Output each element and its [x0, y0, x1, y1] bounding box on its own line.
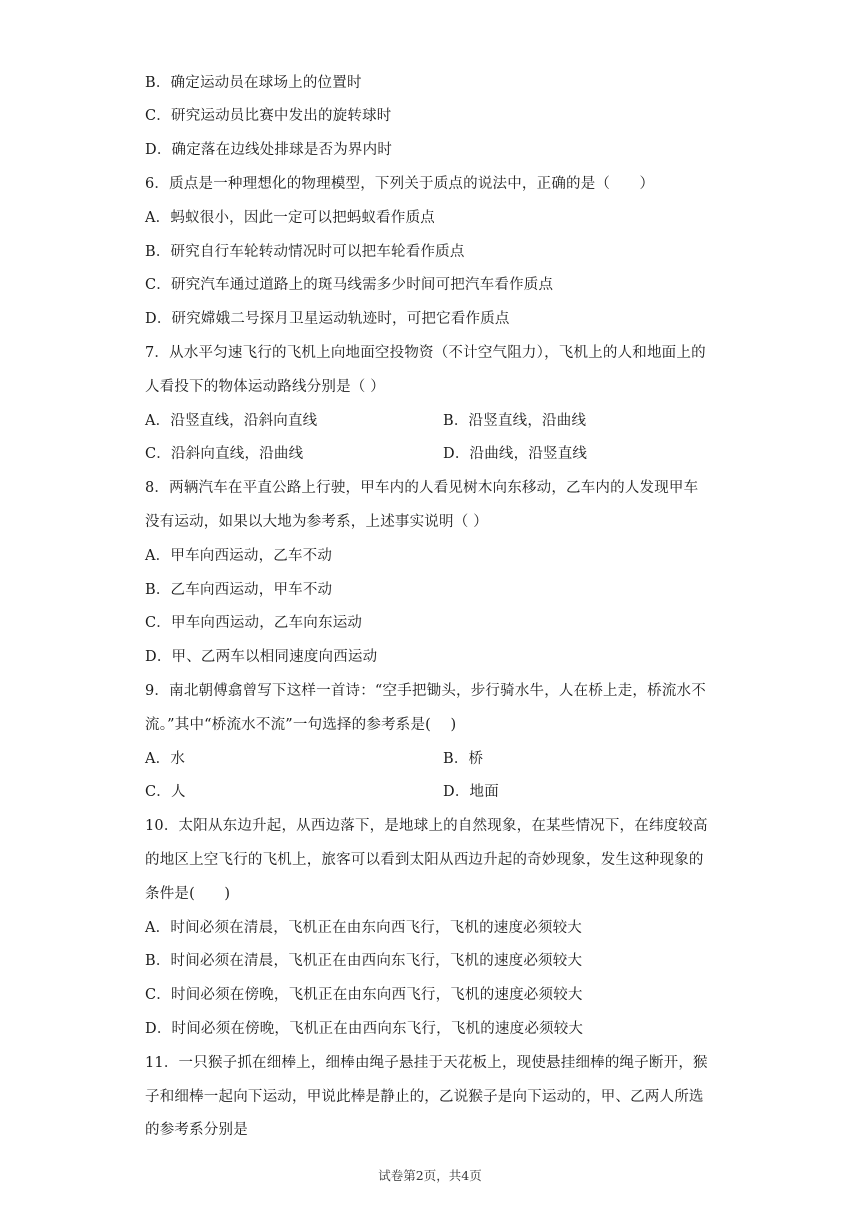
q10-option-d: D．时间必须在傍晚，飞机正在由西向东飞行，飞机的速度必须较大 — [145, 1021, 584, 1037]
q10-option-a: A．时间必须在清晨，飞机正在由东向西飞行，飞机的速度必须较大 — [145, 920, 582, 936]
question-9-stem-line2: 流。”其中“桥流水不流”一句选择的参考系是( ) — [145, 717, 457, 733]
question-8-stem-line2: 没有运动，如果以大地为参考系，上述事实说明（ ） — [145, 514, 488, 530]
question-9-stem-line1: 9．南北朝傅翕曾写下这样一首诗：“空手把锄头，步行骑水牛，人在桥上走，桥流水不 — [145, 683, 706, 699]
question-6-stem: 6．质点是一种理想化的物理模型，下列关于质点的说法中，正确的是（ ） — [145, 176, 655, 192]
q8-option-b: B．乙车向西运动，甲车不动 — [145, 582, 333, 598]
q10-option-b: B．时间必须在清晨，飞机正在由西向东飞行，飞机的速度必须较大 — [145, 953, 583, 969]
q6-option-b: B．研究自行车轮转动情况时可以把车轮看作质点 — [145, 244, 465, 260]
question-11-stem-line1: 11．一只猴子抓在细棒上，细棒由绳子悬挂于天花板上，现使悬挂细棒的绳子断开，猴 — [145, 1055, 708, 1071]
question-7-stem-line2: 人看投下的物体运动路线分别是（ ） — [145, 379, 386, 395]
question-11-stem-line3: 的参考系分别是 — [145, 1122, 248, 1138]
question-10-stem-line2: 的地区上空飞行的飞机上，旅客可以看到太阳从西边升起的奇妙现象，发生这种现象的 — [145, 852, 704, 868]
q9-option-a: A．水 — [145, 751, 186, 767]
q9-option-b: B．桥 — [443, 751, 484, 767]
option-c: C．研究运动员比赛中发出的旋转球时 — [145, 108, 392, 124]
q9-option-d: D．地面 — [443, 784, 499, 800]
q6-option-c: C．研究汽车通过道路上的斑马线需多少时间可把汽车看作质点 — [145, 277, 554, 293]
q7-option-b: B．沿竖直线，沿曲线 — [443, 413, 587, 429]
question-10-stem-line3: 条件是( ) — [145, 886, 231, 902]
question-10-stem-line1: 10．太阳从东边升起，从西边落下，是地球上的自然现象，在某些情况下，在纬度较高 — [145, 818, 708, 834]
q7-option-c: C．沿斜向直线，沿曲线 — [145, 446, 304, 462]
q10-option-c: C．时间必须在傍晚，飞机正在由东向西飞行，飞机的速度必须较大 — [145, 987, 583, 1003]
question-8-stem-line1: 8．两辆汽车在平直公路上行驶，甲车内的人看见树木向东移动，乙车内的人发现甲车 — [145, 480, 699, 496]
q8-option-c: C．甲车向西运动，乙车向东运动 — [145, 615, 363, 631]
page-footer: 试卷第2页，共4页 — [378, 1168, 482, 1183]
q7-option-a: A．沿竖直线，沿斜向直线 — [145, 413, 318, 429]
option-d: D．确定落在边线处排球是否为界内时 — [145, 142, 393, 158]
q6-option-a: A．蚂蚁很小，因此一定可以把蚂蚁看作质点 — [145, 210, 435, 226]
q8-option-a: A．甲车向西运动，乙车不动 — [145, 548, 333, 564]
q8-option-d: D．甲、乙两车以相同速度向西运动 — [145, 649, 378, 665]
q6-option-d: D．研究嫦娥二号探月卫星运动轨迹时，可把它看作质点 — [145, 311, 510, 327]
q7-option-d: D．沿曲线，沿竖直线 — [443, 446, 588, 462]
option-b: B．确定运动员在球场上的位置时 — [145, 75, 362, 91]
question-11-stem-line2: 子和细棒一起向下运动，甲说此棒是静止的，乙说猴子是向下运动的，甲、乙两人所选 — [145, 1089, 704, 1105]
question-7-stem-line1: 7．从水平匀速飞行的飞机上向地面空投物资（不计空气阻力），飞机上的人和地面上的 — [145, 345, 706, 361]
q9-option-c: C．人 — [145, 784, 186, 800]
